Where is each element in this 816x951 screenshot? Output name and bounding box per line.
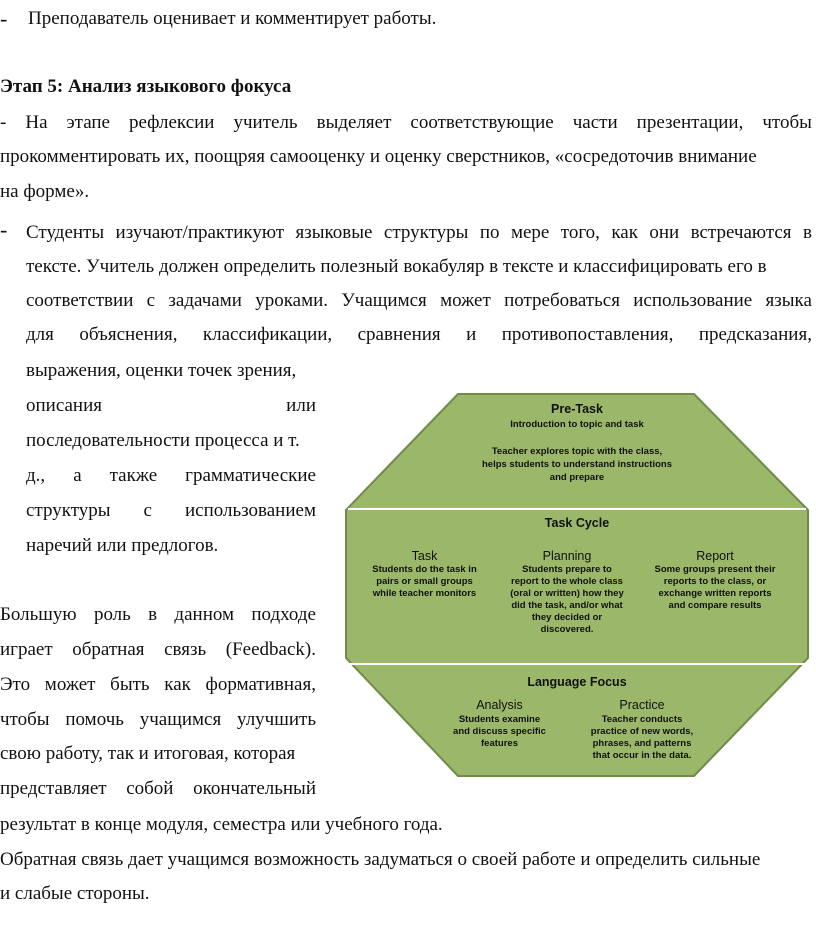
text-line: наречий или предлогов. [26,535,219,556]
pretask-text: Teacher explores topic with the class, [491,446,663,457]
analysis-text: features [481,738,518,749]
task-text: pairs or small groups [376,576,473,587]
text-line: на форме». [0,181,90,202]
list-dash: - [0,217,8,242]
analysis-title: Analysis [476,698,523,712]
justified-line: - На этапе рефлексии учитель выделяет соответствующие части презентации, чтобы [0,112,812,133]
planning-text: did the task, and/or what [511,600,623,611]
justified-line: представляет собой окончательный [0,778,316,799]
report-text: and compare results [668,600,762,611]
taskcycle-title: Task Cycle [544,516,610,530]
report-text: Some groups present their [654,564,776,575]
pretask-text: helps students to understand instructions [481,459,672,470]
practice-title: Practice [619,698,665,712]
practice-text: Teacher conducts [601,714,683,725]
planning-text: report to the whole class [511,576,623,587]
report-title: Report [696,549,734,563]
text-line: выражения, оценки точек зрения, [26,360,297,381]
justified-line: для объяснения, классификации, сравнения и противопоставления, предсказания, [26,324,812,345]
justified-line: Большую роль в данном подходе [0,604,316,625]
text-line: тексте. Учитель должен определить полезный вокабуляр в тексте и классифицировать его в [26,256,767,277]
planning-title: Planning [542,549,592,563]
justified-line: д., а также грамматические [26,465,316,486]
text-line: свою работу, так и итоговая, которая [0,743,296,764]
text-line: Обратная связь дает учащимся возможность задуматься о своей работе и определить сильные [0,849,761,870]
practice-text: practice of new words, [590,726,694,737]
practice-text: that occur in the data. [592,750,692,761]
justified-line: структуры с использованием [26,500,316,521]
justified-line: описания или [26,395,316,416]
pretask-title: Pre-Task [551,402,603,416]
tbl-framework-diagram [342,392,812,782]
planning-text: discovered. [540,624,594,635]
pretask-text: and prepare [549,472,605,483]
justified-line: соответствии с задачами уроками. Учащимся может потребоваться использование языка [26,290,812,311]
practice-text: phrases, and patterns [592,738,692,749]
task-text: while teacher monitors [372,588,477,599]
report-text: reports to the class, or [663,576,767,587]
justified-line: Студенты изучают/практикуют языковые структуры по мере того, как они встречаются в [26,222,812,243]
text-line: прокомментировать их, поощряя самооценку и оценку сверстников, «сосредоточив внимание [0,146,757,167]
planning-text: they decided or [531,612,603,623]
task-title: Task [411,549,438,563]
planning-text: (oral or written) how they [510,588,624,599]
text-line: Преподаватель оценивает и комментирует работы. [28,8,437,29]
list-dash: - [0,6,8,31]
pretask-subtitle: Introduction to topic and task [510,419,644,430]
justified-line: чтобы помочь учащимся улучшить [0,709,316,730]
report-text: exchange written reports [658,588,772,599]
section-heading: Этап 5: Анализ языкового фокуса [0,76,292,97]
language-focus-title: Language Focus [527,675,627,689]
task-text: Students do the task in [372,564,477,575]
planning-text: Students prepare to [522,564,612,575]
text-line: результат в конце модуля, семестра или учебного года. [0,814,443,835]
text-line: последовательности процесса и т. [26,430,300,451]
justified-line: играет обратная связь (Feedback). [0,639,316,660]
analysis-text: Students examine [458,714,541,725]
text-line: и слабые стороны. [0,883,150,904]
justified-line: Это может быть как формативная, [0,674,316,695]
analysis-text: and discuss specific [453,726,546,737]
